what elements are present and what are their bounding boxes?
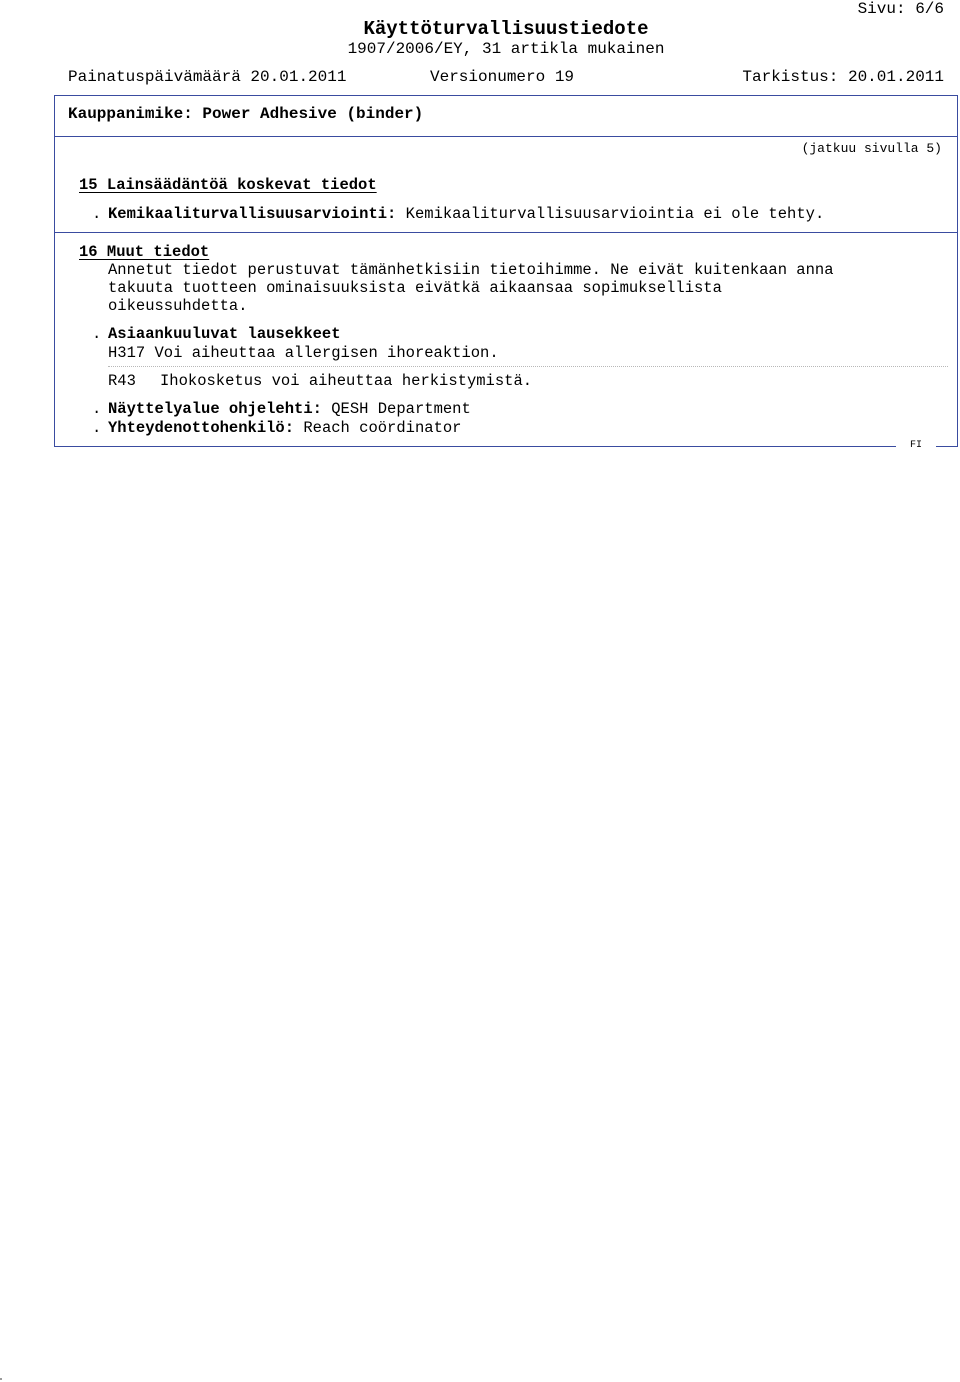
version-number: Versionumero 19 — [430, 68, 575, 86]
issuer-value: QESH Department — [331, 400, 471, 418]
paragraph-line: Annetut tiedot perustuvat tämänhetkisiin tietoihimme. Ne eivät kuitenkaan anna — [108, 261, 834, 279]
bullet: . — [92, 325, 102, 343]
section-15-heading: 15 Lainsäädäntöä koskevat tiedot — [79, 176, 377, 194]
contact-label: Yhteydenottohenkilö: — [108, 419, 295, 437]
relevant-phrases-label: Asiaankuuluvat lausekkeet — [108, 325, 341, 343]
dotted-separator — [108, 366, 948, 367]
revision-date: Tarkistus: 20.01.2011 — [742, 68, 944, 86]
bullet: . — [92, 419, 102, 437]
document-subtitle: 1907/2006/EY, 31 artikla mukainen — [347, 40, 665, 58]
document-title: Käyttöturvallisuustiedote — [363, 18, 649, 40]
continued-note: (jatkuu sivulla 5) — [801, 141, 942, 156]
chemical-safety-value: Kemikaaliturvallisuusarviointia ei ole tehty. — [405, 205, 825, 223]
page-number: Sivu: 6/6 — [857, 0, 944, 18]
paragraph-line: oikeussuhdetta. — [108, 297, 248, 315]
chemical-safety-label: Kemikaaliturvallisuusarviointi: — [108, 205, 397, 223]
contact-value: Reach coördinator — [303, 419, 462, 437]
issuer-label: Näyttelyalue ohjelehti: — [108, 400, 322, 418]
paragraph-line: takuuta tuotteen ominaisuuksista eivätkä aikaansaa sopimuksellista — [108, 279, 722, 297]
bullet: . — [92, 400, 102, 418]
bullet: . — [92, 205, 102, 223]
scan-mark — [0, 1378, 2, 1380]
h-phrase: H317 Voi aiheuttaa allergisen ihoreaktion. — [108, 344, 499, 362]
divider — [54, 136, 958, 137]
trade-name: Kauppanimike: Power Adhesive (binder) — [68, 105, 424, 123]
r-phrase-code: R43 — [108, 372, 136, 390]
language-code: FI — [896, 440, 936, 451]
print-date: Painatuspäivämäärä 20.01.2011 — [68, 68, 347, 86]
section-16-heading: 16 Muut tiedot — [79, 243, 210, 261]
divider — [54, 232, 958, 233]
r-phrase-text: Ihokosketus voi aiheuttaa herkistymistä. — [160, 372, 533, 390]
